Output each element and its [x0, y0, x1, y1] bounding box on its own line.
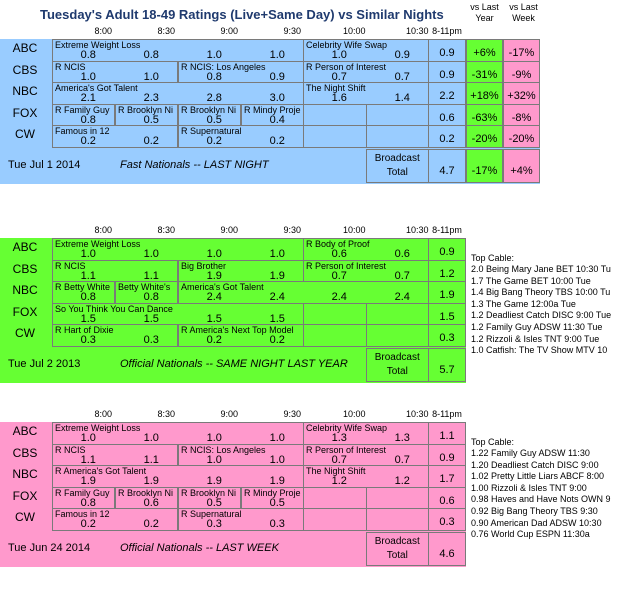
rating-value: 1.9: [269, 475, 285, 487]
time-header: 8:30: [157, 26, 176, 36]
show-cell: [303, 82, 429, 105]
time-header: 8:00: [94, 225, 113, 235]
show-cell: [52, 125, 178, 148]
network-label: NBC: [12, 84, 38, 98]
broadcast-vs-last-year: -17%: [466, 149, 503, 183]
show-name: Extreme Weight Loss: [55, 423, 141, 433]
rating-value: 1.9: [80, 475, 96, 487]
rating-value: 0.5: [206, 113, 222, 126]
show-cell: [303, 260, 429, 283]
network-label: FOX: [12, 488, 38, 503]
top-cable-item: 1.2 Rizzoli & Isles TNT 9:00 Tue: [471, 333, 600, 344]
time-header: 9:00: [220, 26, 239, 36]
time-header: 8:00: [94, 26, 113, 36]
rating-value: 1.6: [331, 92, 347, 104]
time-header: 9:30: [283, 26, 302, 36]
rating-value: 1.2: [394, 475, 410, 487]
show-cell: [52, 422, 304, 445]
rating-value: 2.4: [331, 291, 347, 303]
rating-value: 1.5: [80, 312, 96, 325]
show-cell: [52, 82, 304, 105]
show-cell: [178, 125, 304, 148]
total-rating: 0.6: [428, 104, 466, 127]
show-cell: [52, 324, 178, 347]
rating-value: 1.0: [269, 49, 285, 61]
show-name: R Brooklyn Ni: [181, 104, 237, 115]
time-header: 9:30: [283, 225, 302, 235]
footer-label: Fast Nationals -- LAST NIGHT: [120, 158, 269, 171]
total-rating: 2.2: [428, 82, 466, 105]
show-name: R NCIS: Los Angeles: [181, 61, 266, 72]
rating-value: 1.0: [80, 248, 96, 260]
rating-value: 0.7: [331, 70, 347, 83]
network-label: CBS: [12, 62, 38, 77]
time-header: 10:30: [405, 225, 429, 235]
rating-value: 0.6: [143, 496, 159, 509]
show-cell: [52, 260, 178, 283]
time-header: 8:30: [157, 409, 176, 419]
time-header: 8-11pm: [432, 225, 462, 235]
rating-value: 1.0: [80, 432, 96, 444]
rating-value: 1.1: [143, 269, 159, 282]
footer-date: Tue Jul 1 2014: [8, 158, 81, 171]
time-header: 8:00: [94, 409, 113, 419]
show-name: R America's Next Top Model: [181, 325, 294, 335]
show-cell: [178, 281, 429, 304]
rating-value: 1.0: [269, 432, 285, 444]
time-header: 10:00: [342, 225, 366, 235]
top-cable-item: 0.90 American Dad ADSW 10:30: [471, 517, 602, 528]
total-rating: 1.1: [428, 422, 466, 445]
top-cable-item: 1.02 Pretty Little Liars ABCF 8:00: [471, 471, 605, 482]
rating-value: 2.3: [143, 92, 159, 104]
vs-last-week-value: -17%: [503, 39, 540, 62]
network-label: CW: [15, 510, 35, 524]
footer-label: Official Nationals -- LAST WEEK: [120, 541, 279, 554]
rating-value: 0.8: [80, 49, 96, 61]
show-name: Extreme Weight Loss: [55, 239, 141, 249]
top-cable-item: 1.00 Rizzoli & Isles TNT 9:00: [471, 482, 587, 493]
rating-value: 0.2: [80, 518, 96, 530]
show-cell: [241, 487, 304, 510]
rating-value: 1.0: [206, 248, 222, 260]
show-cell: [178, 260, 304, 283]
show-cell: [115, 104, 178, 127]
top-cable-item: 2.0 Being Mary Jane BET 10:30 Tu: [471, 264, 611, 274]
total-rating: 0.9: [428, 444, 466, 467]
empty-cell: [366, 125, 429, 148]
rating-value: 1.5: [206, 312, 222, 325]
show-cell: [178, 508, 304, 531]
rating-value: 0.5: [206, 496, 222, 509]
broadcast-total-label: Broadcast Total: [366, 348, 429, 382]
show-name: R Betty White: [55, 282, 111, 292]
network-label: NBC: [12, 467, 38, 481]
rating-value: 1.0: [206, 49, 222, 61]
show-cell: [178, 324, 304, 347]
rating-value: 1.0: [206, 453, 222, 466]
show-name: R NCIS: [55, 260, 86, 271]
rating-value: 0.5: [143, 113, 159, 126]
network-label: ABC: [12, 240, 38, 254]
show-cell: [52, 61, 178, 84]
show-cell: [52, 444, 178, 467]
vs-last-week-value: -8%: [503, 104, 540, 127]
show-cell: [241, 104, 304, 127]
vs-last-year-value: -20%: [466, 125, 503, 148]
time-header: 10:30: [405, 26, 429, 36]
show-name: R Body of Proof: [306, 239, 370, 249]
rating-value: 0.7: [394, 70, 410, 83]
show-name: America's Got Talent: [55, 83, 138, 93]
rating-value: 0.8: [143, 291, 159, 303]
top-cable-item: 0.76 World Cup ESPN 11:30a: [471, 529, 590, 540]
show-name: R NCIS: [55, 444, 86, 455]
rating-value: 1.1: [80, 453, 96, 466]
total-rating: 0.6: [428, 487, 466, 510]
top-cable-item: 1.0 Catfish: The TV Show MTV 10: [471, 345, 608, 356]
show-cell: [303, 444, 429, 467]
show-name: R Brooklyn Ni: [118, 487, 174, 498]
top-cable-item: 1.7 The Game BET 10:00 Tue: [471, 275, 591, 286]
show-name: America's Got Talent: [181, 282, 264, 292]
rating-value: 0.7: [331, 269, 347, 282]
footer-label: Official Nationals -- SAME NIGHT LAST YEAR: [120, 357, 348, 370]
empty-cell: [303, 508, 366, 531]
time-header: 9:30: [283, 409, 302, 419]
total-rating: 1.2: [428, 260, 466, 283]
rating-value: 1.0: [269, 453, 285, 466]
broadcast-total-value: 4.6: [428, 532, 466, 566]
rating-value: 0.2: [80, 135, 96, 147]
show-name: The Night Shift: [306, 466, 366, 476]
show-name: R Brooklyn Ni: [181, 487, 237, 498]
rating-value: 0.8: [80, 291, 96, 303]
network-label: ABC: [12, 41, 38, 55]
time-header: 8-11pm: [432, 409, 462, 419]
empty-cell: [303, 487, 366, 510]
show-name: Big Brother: [181, 260, 227, 271]
show-cell: [178, 61, 304, 84]
rating-value: 0.8: [143, 49, 159, 61]
rating-value: 0.2: [206, 334, 222, 346]
network-label: CBS: [12, 261, 38, 276]
show-name: Celebrity Wife Swap: [306, 40, 388, 50]
show-name: Betty White's: [118, 282, 171, 292]
show-name: Celebrity Wife Swap: [306, 423, 388, 433]
network-label: CW: [15, 326, 35, 340]
rating-value: 1.9: [143, 475, 159, 487]
rating-value: 0.3: [206, 518, 222, 530]
network-label: ABC: [12, 424, 38, 438]
network-label: CBS: [12, 445, 38, 460]
rating-value: 3.0: [269, 92, 285, 104]
show-cell: [52, 39, 304, 62]
show-cell: [178, 487, 241, 510]
empty-cell: [303, 125, 366, 148]
show-name: R America's Got Talent: [55, 466, 147, 476]
rating-value: 0.8: [80, 496, 96, 509]
page-title: Tuesday's Adult 18-49 Ratings (Live+Same Day) vs Similar Nights: [40, 7, 444, 22]
show-cell: [52, 281, 115, 304]
total-rating: 1.5: [428, 303, 466, 326]
rating-value: 0.2: [143, 518, 159, 530]
top-cable-title: Top Cable:: [471, 437, 515, 447]
top-cable-item: 1.2 Family Guy ADSW 11:30 Tue: [471, 322, 603, 332]
show-name: R NCIS: Los Angeles: [181, 444, 266, 455]
show-cell: [52, 303, 304, 326]
rating-value: 0.4: [269, 113, 285, 126]
show-name: So You Think You Can Dance: [55, 303, 173, 314]
rating-value: 0.6: [394, 248, 410, 260]
rating-value: 0.6: [331, 248, 347, 260]
footer-date: Tue Jun 24 2014: [8, 541, 91, 554]
show-cell: [115, 281, 178, 304]
rating-value: 1.0: [143, 432, 159, 444]
show-name: R Person of Interest: [306, 260, 387, 271]
show-cell: [178, 444, 304, 467]
empty-cell: [303, 324, 366, 347]
rating-value: 1.9: [206, 475, 222, 487]
broadcast-total-value: 5.7: [428, 348, 466, 382]
show-cell: [303, 465, 429, 488]
show-name: R Brooklyn Ni: [118, 104, 174, 115]
rating-value: 1.0: [206, 432, 222, 444]
rating-value: 0.8: [206, 70, 222, 83]
show-name: R Person of Interest: [306, 444, 387, 455]
rating-value: 0.3: [143, 334, 159, 346]
top-cable-item: 1.20 Deadliest Catch DISC 9:00: [471, 459, 599, 470]
footer-date: Tue Jul 2 2013: [8, 357, 81, 370]
rating-value: 1.0: [269, 248, 285, 260]
empty-cell: [366, 104, 429, 127]
broadcast-total-value: 4.7: [428, 149, 466, 183]
rating-value: 0.7: [394, 453, 410, 466]
rating-value: 1.1: [143, 453, 159, 466]
show-cell: [115, 487, 178, 510]
rating-value: 2.4: [394, 291, 410, 303]
show-cell: [303, 238, 429, 261]
show-cell: [178, 104, 241, 127]
time-header: 10:00: [342, 409, 366, 419]
vs-last-week-value: -9%: [503, 61, 540, 84]
rating-value: 1.0: [143, 248, 159, 260]
total-rating: 0.3: [428, 324, 466, 347]
show-name: R Supernatural: [181, 126, 242, 136]
network-label: FOX: [12, 304, 38, 319]
show-name: The Night Shift: [306, 83, 366, 93]
total-rating: 0.3: [428, 508, 466, 531]
top-cable-title: Top Cable:: [471, 253, 515, 263]
rating-value: 0.7: [394, 269, 410, 282]
rating-value: 1.2: [331, 475, 347, 487]
total-rating: 0.9: [428, 61, 466, 84]
rating-value: 0.3: [269, 518, 285, 530]
rating-value: 1.0: [80, 70, 96, 83]
show-cell: [52, 465, 304, 488]
rating-value: 1.0: [143, 70, 159, 83]
rating-value: 0.9: [269, 70, 285, 83]
show-name: Famous in 12: [55, 509, 110, 519]
rating-value: 0.8: [80, 113, 96, 126]
time-header: 9:00: [220, 225, 239, 235]
empty-cell: [366, 324, 429, 347]
rating-value: 1.3: [394, 432, 410, 444]
show-name: R Supernatural: [181, 509, 242, 519]
network-label: NBC: [12, 283, 38, 297]
show-name: R Mindy Proje: [244, 104, 301, 115]
rating-value: 0.2: [269, 135, 285, 147]
empty-cell: [366, 508, 429, 531]
top-cable-item: 0.92 Big Bang Theory TBS 9:30: [471, 506, 598, 516]
top-cable-item: 0.98 Haves and Have Nots OWN 9: [471, 494, 611, 505]
rating-value: 1.5: [269, 312, 285, 325]
show-cell: [303, 422, 429, 445]
total-rating: 0.9: [428, 238, 466, 261]
rating-value: 2.4: [206, 291, 222, 303]
vs-last-week-value: +32%: [503, 82, 540, 105]
network-label: CW: [15, 127, 35, 141]
show-cell: [52, 508, 178, 531]
show-cell: [303, 61, 429, 84]
show-cell: [52, 487, 115, 510]
show-cell: [303, 39, 429, 62]
vs-last-year-value: +18%: [466, 82, 503, 105]
rating-value: 0.7: [331, 453, 347, 466]
empty-cell: [366, 303, 429, 326]
show-name: R Hart of Dixie: [55, 325, 114, 335]
total-rating: 0.9: [428, 39, 466, 62]
rating-value: 0.2: [269, 334, 285, 346]
rating-value: 0.2: [206, 135, 222, 147]
time-header: 10:30: [405, 409, 429, 419]
show-name: R Mindy Proje: [244, 487, 301, 498]
show-name: R Family Guy: [55, 487, 110, 498]
rating-value: 2.4: [269, 291, 285, 303]
rating-value: 0.9: [394, 49, 410, 61]
vs-last-year-header: vs Last Year: [470, 2, 499, 23]
show-name: Famous in 12: [55, 126, 110, 136]
time-header: 9:00: [220, 409, 239, 419]
show-cell: [52, 238, 304, 261]
total-rating: 1.9: [428, 281, 466, 304]
rating-value: 1.9: [269, 269, 285, 282]
top-cable-item: 1.4 Big Bang Theory TBS 10:00 Tu: [471, 287, 611, 298]
time-header: 8-11pm: [432, 26, 462, 36]
show-cell: [52, 104, 115, 127]
network-label: FOX: [12, 105, 38, 120]
rating-value: 0.2: [143, 135, 159, 147]
rating-value: 0.5: [269, 496, 285, 509]
broadcast-total-label: Broadcast Total: [366, 149, 429, 183]
vs-last-year-value: -31%: [466, 61, 503, 84]
show-name: R Person of Interest: [306, 61, 387, 72]
show-name: R NCIS: [55, 61, 86, 72]
rating-value: 1.4: [394, 92, 410, 104]
broadcast-vs-last-week: +4%: [503, 149, 540, 183]
time-header: 8:30: [157, 225, 176, 235]
top-cable-item: 1.2 Deadliest Catch DISC 9:00 Tue: [471, 310, 612, 321]
rating-value: 1.1: [80, 269, 96, 282]
vs-last-week-header: vs Last Week: [509, 2, 538, 23]
rating-value: 1.3: [331, 432, 347, 444]
total-rating: 0.2: [428, 125, 466, 148]
vs-last-year-value: -63%: [466, 104, 503, 127]
rating-value: 0.3: [80, 334, 96, 346]
show-name: R Family Guy: [55, 104, 110, 115]
show-name: Extreme Weight Loss: [55, 40, 141, 50]
top-cable-item: 1.22 Family Guy ADSW 11:30: [471, 448, 590, 458]
total-rating: 1.7: [428, 465, 466, 488]
rating-value: 1.5: [143, 312, 159, 325]
vs-last-week-value: -20%: [503, 125, 540, 148]
rating-value: 1.9: [206, 269, 222, 282]
rating-value: 2.8: [206, 92, 222, 104]
rating-value: 2.1: [80, 92, 96, 104]
top-cable-item: 1.3 The Game 12:00a Tue: [471, 298, 576, 309]
broadcast-total-label: Broadcast Total: [366, 532, 429, 566]
empty-cell: [303, 303, 366, 326]
vs-last-year-value: +6%: [466, 39, 503, 62]
time-header: 10:00: [342, 26, 366, 36]
empty-cell: [366, 487, 429, 510]
empty-cell: [303, 104, 366, 127]
rating-value: 1.0: [331, 49, 347, 61]
